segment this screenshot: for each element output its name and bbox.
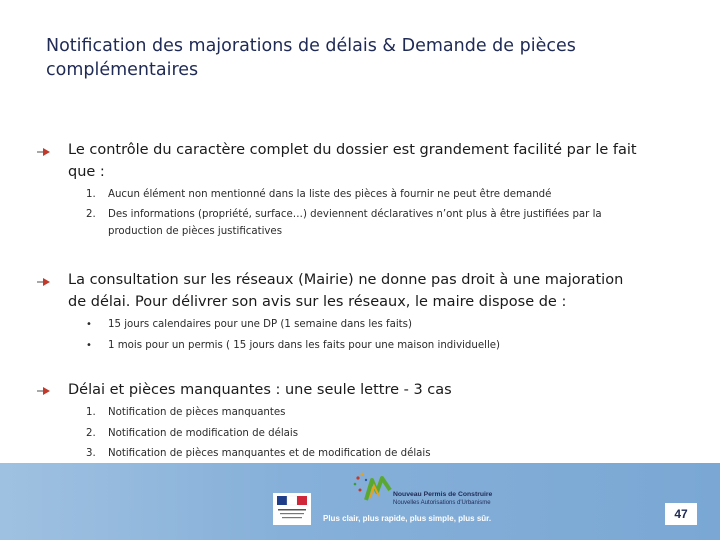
arrow-bullet-icon (36, 276, 52, 288)
footer-tagline: Plus clair, plus rapide, plus simple, plus sûr. (323, 514, 492, 523)
point-1-line-1: Le contrôle du caractère complet du dossier est grandement facilité par le fait (68, 142, 637, 158)
point-2-sub-1-text: 15 jours calendaires pour une DP (1 semaine dans les faits) (108, 319, 412, 330)
point-3-sub-2-marker: 2. (86, 428, 96, 439)
point-3-sub-3-marker: 3. (86, 448, 96, 459)
point-1-sub-2-line-1: Des informations (propriété, surface…) deviennent déclaratives n’ont plus à être justifiées par la (108, 209, 602, 220)
point-3-sub-1-marker: 1. (86, 407, 96, 418)
point-3-sub-2-text: Notification de modification de délais (108, 428, 299, 439)
point-2-line-1: La consultation sur les réseaux (Mairie) ne donne pas droit à une majoration (68, 272, 624, 288)
point-2-sub-2-text: 1 mois pour un permis ( 15 jours dans les faits pour une maison individuelle) (108, 340, 501, 351)
point-1-sub-2-line-2: production de pièces justificatives (108, 226, 283, 237)
slide-title: Notification des majorations de délais & Demande de pièces complémentaires (46, 36, 576, 80)
point-1-sub-2-marker: 2. (86, 209, 96, 220)
point-3-sub-3-text: Notification de pièces manquantes et de modification de délais (108, 448, 431, 459)
program-logo-subtitle: Nouvelles Autorisations d'Urbanisme (393, 500, 491, 506)
page-number: 47 (665, 503, 697, 525)
program-logo-title: Nouveau Permis de Construire (393, 491, 493, 498)
point-3-line-1: Délai et pièces manquantes : une seule lettre - 3 cas (68, 382, 452, 398)
point-1-sub-1-text: Aucun élément non mentionné dans la liste des pièces à fournir ne peut être demandé (108, 189, 552, 200)
permis-logo (350, 470, 398, 510)
arrow-bullet-icon (36, 385, 52, 397)
point-2-sub-1-marker: • (86, 319, 92, 330)
arrow-bullet-icon (36, 146, 52, 158)
point-1-sub-1-marker: 1. (86, 189, 96, 200)
point-2-line-2: de délai. Pour délivrer son avis sur les réseaux, le maire dispose de : (68, 294, 567, 310)
point-2-sub-2-marker: • (86, 340, 92, 351)
point-3-sub-1-text: Notification de pièces manquantes (108, 407, 286, 418)
point-1-line-2: que : (68, 164, 105, 180)
marianne-logo (273, 493, 311, 525)
